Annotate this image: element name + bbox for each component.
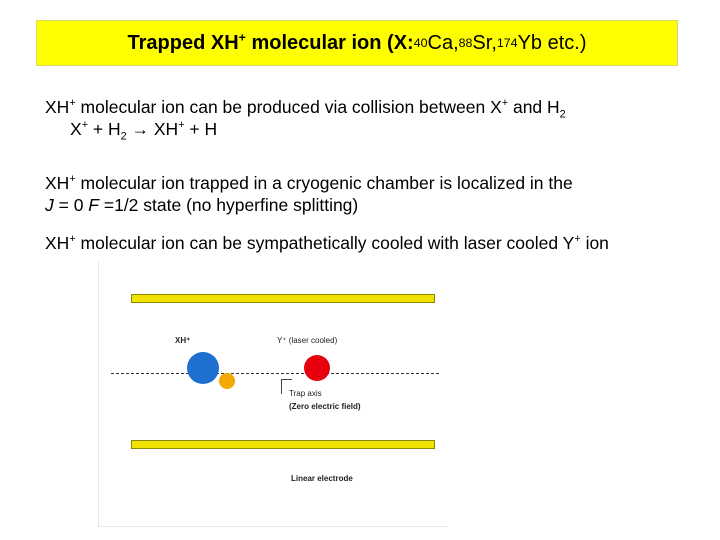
title-yb: Yb etc.)	[517, 31, 587, 54]
small-ion	[219, 373, 235, 389]
text-h: + H	[184, 119, 218, 139]
text-plus: +	[501, 97, 509, 110]
text-arrow-xh: → XH	[126, 119, 179, 139]
text-f: F	[88, 195, 99, 215]
title-plus: +	[238, 29, 246, 44]
text-plus: +	[69, 233, 76, 246]
trapping-statement	[45, 172, 573, 194]
top-electrode	[131, 294, 435, 303]
text-eq: = 0	[53, 195, 89, 215]
production-statement	[45, 96, 566, 121]
slide-title: Trapped XH+ molecular ion (X: 40 Ca, 88 Sr, 174 Yb etc.)	[36, 20, 678, 66]
text-h: and H	[508, 97, 560, 117]
y-ion-label: Y⁺ (laser cooled)	[277, 336, 338, 345]
title-ca: Ca,	[427, 31, 459, 54]
text-plus: +	[178, 119, 185, 132]
text-xh: XH	[45, 173, 70, 193]
text-subscript: 2	[120, 130, 127, 143]
title-text	[127, 29, 414, 55]
text-xh: XH	[45, 97, 70, 117]
text-plus: +	[69, 173, 76, 186]
trap-axis-label: Trap axis	[289, 389, 322, 398]
text-xh: XH	[45, 233, 70, 253]
text-plus: +	[69, 97, 76, 110]
cooling-statement	[45, 232, 609, 254]
text-body: =1/2 state (no hyperfine splitting)	[99, 195, 359, 215]
reaction-equation	[70, 118, 218, 143]
text-body: molecular ion trapped in a cryogenic chamber is localized in the	[75, 173, 573, 193]
ion-trap-diagram	[98, 262, 447, 527]
text-plus: +	[81, 119, 89, 132]
text-x: X	[70, 119, 82, 139]
title-middle: molecular ion (X:	[245, 31, 414, 54]
text-h: + H	[88, 119, 121, 139]
bottom-electrode	[131, 440, 435, 449]
text-body: molecular ion can be produced via collision between X	[75, 97, 502, 117]
text-plus: +	[574, 233, 581, 246]
text-body: molecular ion can be sympathetically cooled with laser cooled Y	[75, 233, 575, 253]
state-statement	[45, 194, 358, 216]
zero-field-label: (Zero electric field)	[289, 402, 361, 411]
electrode-label: Linear electrode	[291, 474, 353, 483]
text-ion: ion	[580, 233, 609, 253]
text-j: J	[45, 195, 54, 215]
title-prefix: Trapped XH	[127, 31, 239, 54]
text-subscript: 2	[559, 108, 566, 121]
trap-axis-line	[111, 373, 439, 374]
xh-ion-label: XH⁺	[175, 336, 191, 345]
y-ion	[304, 355, 330, 381]
xh-ion	[187, 352, 219, 384]
title-sr: Sr,	[472, 31, 497, 54]
